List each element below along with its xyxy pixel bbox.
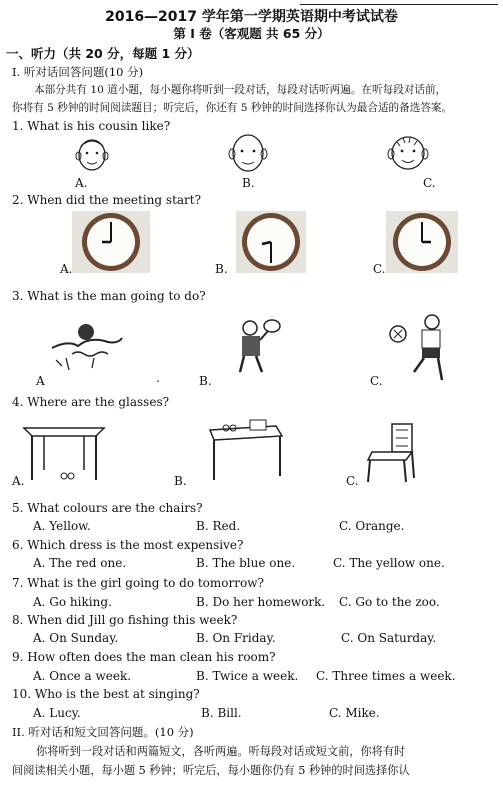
q4-option-c[interactable]: C. bbox=[346, 474, 359, 488]
q5-option-c[interactable]: C. Orange. bbox=[339, 519, 405, 533]
question-10: 10. Who is the best at singing? bbox=[12, 687, 200, 701]
part1-instructions-line2: 你将有 5 秒钟的时间阅读题目；听完后，你还有 5 秒钟的时间选择你认为最合适的备选答案。 bbox=[12, 102, 453, 114]
part1-instructions-line1: 本部分共有 10 道小题，每小题你将听到一段对话，每段对话听两遍。在听每段对话前， bbox=[34, 84, 447, 96]
desk-with-phone-icon-b bbox=[202, 416, 284, 484]
q5-option-b[interactable]: B. Red. bbox=[196, 519, 241, 533]
q10-option-b[interactable]: B. Bill. bbox=[201, 706, 242, 720]
q10-option-c[interactable]: C. Mike. bbox=[329, 706, 380, 720]
q1-option-b[interactable]: B. bbox=[242, 176, 255, 190]
q3-option-b[interactable]: B. bbox=[199, 374, 212, 388]
clock-icon-b bbox=[236, 211, 306, 273]
tennis-player-icon-b bbox=[230, 316, 284, 376]
q3-option-a[interactable]: A bbox=[36, 374, 45, 388]
exam-subtitle: 第 I 卷（客观题 共 65 分） bbox=[173, 26, 330, 41]
chair-icon-c bbox=[362, 420, 420, 486]
q2-option-c[interactable]: C. bbox=[373, 262, 386, 276]
question-3: 3. What is the man going to do? bbox=[12, 289, 206, 303]
q1-option-a[interactable]: A. bbox=[75, 176, 88, 190]
question-4: 4. Where are the glasses? bbox=[12, 395, 170, 409]
q9-option-c[interactable]: C. Three times a week. bbox=[316, 669, 456, 683]
q7-option-c[interactable]: C. Go to the zoo. bbox=[339, 595, 440, 609]
question-1: 1. What is his cousin like? bbox=[12, 119, 171, 133]
q6-option-c[interactable]: C. The yellow one. bbox=[333, 556, 445, 570]
soccer-player-icon-c bbox=[388, 312, 452, 384]
header-rule bbox=[300, 4, 498, 5]
q1-option-c[interactable]: C. bbox=[423, 176, 436, 190]
q3-dot: . bbox=[156, 371, 160, 385]
q9-option-a[interactable]: A. Once a week. bbox=[33, 669, 132, 683]
q2-option-b[interactable]: B. bbox=[215, 262, 228, 276]
q3-option-c[interactable]: C. bbox=[370, 374, 383, 388]
q6-option-a[interactable]: A. The red one. bbox=[33, 556, 127, 570]
section2-instructions-line2: 间阅读相关小题，每小题 5 秒钟；听完后，每小题你仍有 5 秒钟的时间选择你认 bbox=[12, 764, 410, 777]
question-2: 2. When did the meeting start? bbox=[12, 193, 202, 207]
table-with-glasses-icon-a bbox=[20, 422, 106, 484]
question-8: 8. When did Jill go fishing this week? bbox=[12, 613, 238, 627]
bald-face-icon-b bbox=[225, 130, 271, 176]
exam-title: 2016—2017 学年第一学期英语期中考试试卷 bbox=[105, 9, 398, 25]
swimmer-icon-a bbox=[48, 318, 126, 374]
part1-heading: I. 听对话回答问题(10 分) bbox=[12, 65, 144, 79]
question-9: 9. How often does the man clean his room? bbox=[12, 650, 276, 664]
question-5: 5. What colours are the chairs? bbox=[12, 501, 203, 515]
q8-option-a[interactable]: A. On Sunday. bbox=[33, 631, 119, 645]
q2-option-a[interactable]: A. bbox=[60, 262, 73, 276]
section-heading-listening: 一、听力（共 20 分，每题 1 分） bbox=[6, 46, 200, 61]
q10-option-a[interactable]: A. Lucy. bbox=[33, 706, 81, 720]
section2-heading: II. 听对话和短文回答问题。(10 分) bbox=[12, 725, 194, 739]
round-face-icon-c bbox=[385, 130, 431, 176]
q7-option-b[interactable]: B. Do her homework. bbox=[196, 595, 326, 609]
q5-option-a[interactable]: A. Yellow. bbox=[33, 519, 91, 533]
clock-icon-c bbox=[386, 211, 458, 273]
question-6: 6. Which dress is the most expensive? bbox=[12, 538, 244, 552]
question-7: 7. What is the girl going to do tomorrow? bbox=[12, 576, 264, 590]
q7-option-a[interactable]: A. Go hiking. bbox=[33, 595, 112, 609]
q8-option-c[interactable]: C. On Saturday. bbox=[341, 631, 437, 645]
q4-option-a[interactable]: A. bbox=[12, 474, 25, 488]
section2-instructions-line1: 你将听到一段对话和两篇短文，各听两遍。听每段对话或短文前，你将有时 bbox=[36, 745, 406, 758]
q4-option-b[interactable]: B. bbox=[174, 474, 187, 488]
q9-option-b[interactable]: B. Twice a week. bbox=[196, 669, 299, 683]
clock-icon-a bbox=[72, 211, 150, 273]
q8-option-b[interactable]: B. On Friday. bbox=[196, 631, 276, 645]
boy-face-icon-a bbox=[72, 134, 112, 174]
q6-option-b[interactable]: B. The blue one. bbox=[196, 556, 296, 570]
